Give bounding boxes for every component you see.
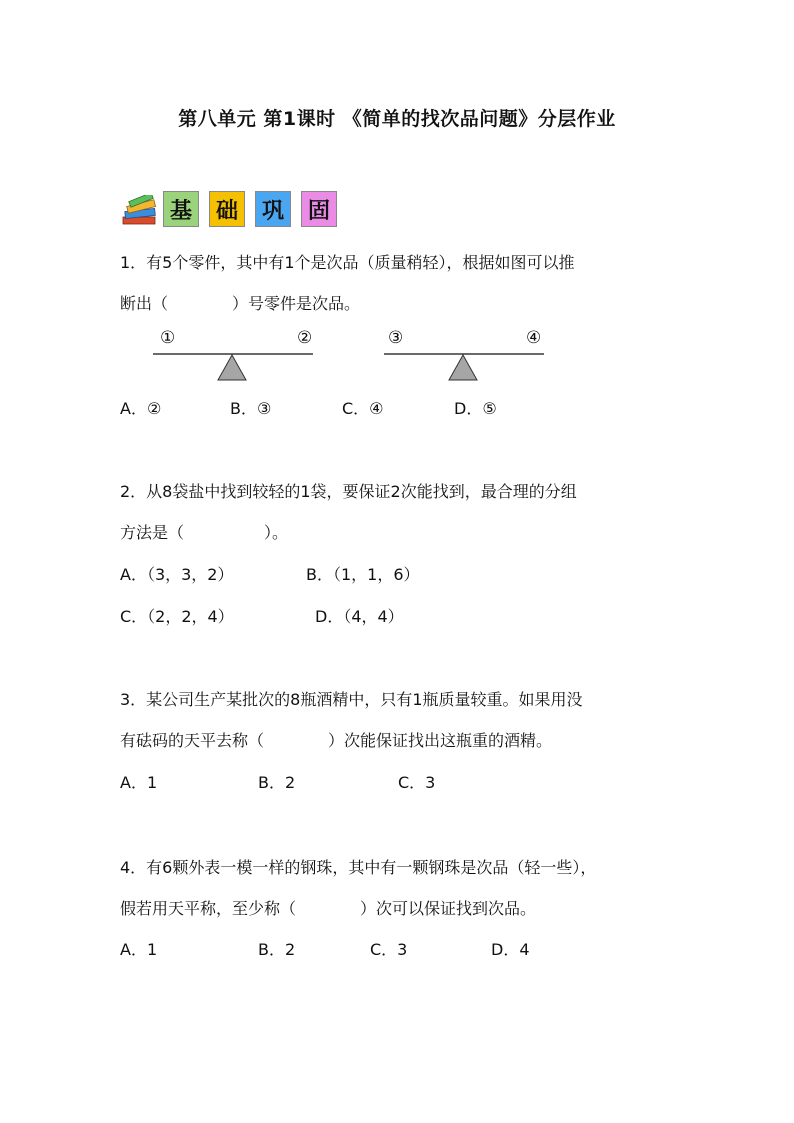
- scale-left-label-1: ①: [160, 328, 176, 348]
- q4-option-a: A．1: [120, 940, 158, 959]
- section-tile-ji: 基: [163, 191, 199, 227]
- scale-right-label-4: ④: [526, 328, 542, 348]
- q3-text-line1: 3．某公司生产某批次的8瓶酒精中，只有1瓶质量较重。如果用没: [120, 690, 583, 709]
- q1-option-a: A．②: [120, 399, 162, 418]
- scale-left-label-2: ②: [297, 328, 313, 348]
- q1-option-b: B．③: [230, 399, 272, 418]
- scale-right-label-3: ③: [388, 328, 404, 348]
- q1-option-d: D．⑤: [454, 399, 497, 418]
- page-title: 第八单元 第1课时 《简单的找次品问题》分层作业: [178, 108, 616, 130]
- balance-scale-right-icon: [376, 350, 548, 384]
- q2-option-b: B．（1，1，6）: [306, 565, 420, 584]
- q1-option-c: C．④: [342, 399, 384, 418]
- q4-text-line1: 4．有6颗外表一模一样的钢珠，其中有一颗钢珠是次品（轻一些），: [120, 858, 597, 877]
- q3-text-line2: 有砝码的天平去称（ ）次能保证找出这瓶重的酒精。: [120, 731, 553, 750]
- q2-option-c: C．（2，2，4）: [120, 607, 234, 626]
- section-tile-gong: 巩: [255, 191, 291, 227]
- section-tile-chu: 础: [209, 191, 245, 227]
- q1-text-line1: 1．有5个零件，其中有1个是次品（质量稍轻），根据如图可以推: [120, 253, 575, 272]
- q4-option-d: D．4: [491, 940, 530, 959]
- q2-option-a: A．（3，3，2）: [120, 565, 234, 584]
- q1-text-line2: 断出（ ）号零件是次品。: [120, 294, 361, 313]
- balance-scale-left-icon: [145, 350, 317, 384]
- q3-option-c: C．3: [398, 773, 436, 792]
- q3-option-a: A．1: [120, 773, 158, 792]
- q4-text-line2: 假若用天平称，至少称（ ）次可以保证找到次品。: [120, 899, 537, 918]
- section-tile-gu: 固: [301, 191, 337, 227]
- q2-text-line2: 方法是（ ）。: [120, 523, 289, 542]
- q2-option-d: D．（4，4）: [315, 607, 404, 626]
- q4-option-c: C．3: [370, 940, 408, 959]
- books-icon: [121, 195, 159, 227]
- q4-option-b: B．2: [258, 940, 296, 959]
- q2-text-line1: 2．从8袋盐中找到较轻的1袋，要保证2次能找到，最合理的分组: [120, 482, 577, 501]
- q3-option-b: B．2: [258, 773, 296, 792]
